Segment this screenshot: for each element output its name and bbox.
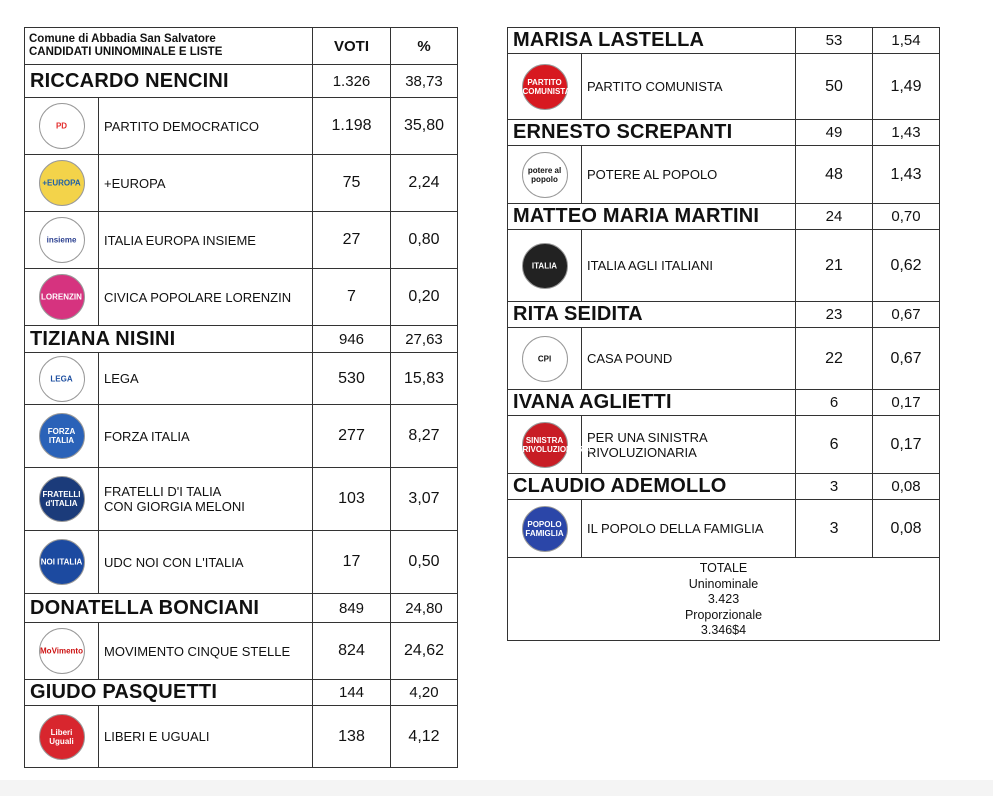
list-row-fratelli-d-i-talia-con-giorgia-meloni <box>25 468 458 531</box>
candidate-votes: 24 <box>796 204 873 230</box>
candidate-row-marisa-lastella <box>508 28 940 54</box>
logo-text: PARTITO COMUNISTA <box>522 77 571 96</box>
civica-popolare-lorenzin-logo-icon <box>39 274 85 320</box>
logo-text: insieme <box>46 235 77 245</box>
candidate-votes: 144 <box>313 680 391 706</box>
candidate-name: TIZIANA NISINI <box>25 326 313 353</box>
totals-line5: 3.346$4 <box>700 623 747 637</box>
list-logo-cell <box>25 353 99 405</box>
list-row-partito-democratico <box>25 98 458 155</box>
list-logo-cell <box>25 468 99 531</box>
column-header-pct: % <box>391 28 458 65</box>
logo-text: NOI ITALIA <box>40 557 83 567</box>
list-name: PARTITO DEMOCRATICO <box>99 98 313 155</box>
logo-text: FRATELLI d'ITALIA <box>42 490 81 508</box>
candidate-votes: 53 <box>796 28 873 54</box>
logo-text: SINISTRA RIVOLUZIONARIA <box>522 435 592 454</box>
list-pct: 0,62 <box>873 230 940 302</box>
list-votes: 824 <box>313 623 391 680</box>
candidate-votes: 849 <box>313 594 391 623</box>
header-row <box>25 28 458 65</box>
heading-subtitle: CANDIDATI UNINOMINALE E LISTE <box>29 46 223 58</box>
list-votes: 6 <box>796 416 873 474</box>
list-name: POTERE AL POPOLO <box>582 146 796 204</box>
list-name: PARTITO COMUNISTA <box>582 54 796 120</box>
list-votes: 17 <box>313 531 391 594</box>
candidate-name: CLAUDIO ADEMOLLO <box>508 474 796 500</box>
candidate-votes: 3 <box>796 474 873 500</box>
table-heading <box>25 28 313 65</box>
potere-al-popolo-logo-icon <box>522 152 568 198</box>
list-row-per-una-sinistra-rivoluzionaria <box>508 416 940 474</box>
heading-comune: Comune di Abbadia San Salvatore <box>29 33 216 45</box>
logo-text: POPOLO FAMIGLIA <box>525 519 564 538</box>
list-pct: 0,50 <box>391 531 458 594</box>
list-votes: 75 <box>313 155 391 212</box>
candidate-row-ernesto-screpanti <box>508 120 940 146</box>
candidate-pct: 27,63 <box>391 326 458 353</box>
list-logo-cell <box>508 54 582 120</box>
candidate-row-ivana-aglietti <box>508 390 940 416</box>
candidate-pct: 0,17 <box>873 390 940 416</box>
movimento-cinque-stelle-logo-icon <box>39 628 85 674</box>
totals-line2: Uninominale <box>688 576 759 591</box>
list-name: MOVIMENTO CINQUE STELLE <box>99 623 313 680</box>
candidate-name: DONATELLA BONCIANI <box>25 594 313 623</box>
list-pct: 8,27 <box>391 405 458 468</box>
list-votes: 3 <box>796 500 873 558</box>
italia-europa-insieme-logo-icon <box>39 217 85 263</box>
liberi-e-uguali-logo-icon <box>39 714 85 760</box>
partito-democratico-logo-icon <box>39 103 85 149</box>
list-row-italia-europa-insieme <box>25 212 458 269</box>
candidate-votes: 946 <box>313 326 391 353</box>
forza-italia-logo-icon <box>39 413 85 459</box>
list-row-civica-popolare-lorenzin <box>25 269 458 326</box>
list-row-italia-agli-italiani <box>508 230 940 302</box>
candidate-votes: 6 <box>796 390 873 416</box>
list-votes: 277 <box>313 405 391 468</box>
list-name: LIBERI E UGUALI <box>99 706 313 768</box>
list-pct: 1,49 <box>873 54 940 120</box>
candidate-row-tiziana-nisini <box>25 326 458 353</box>
candidate-row-matteo-maria-martini <box>508 204 940 230</box>
candidate-name: IVANA AGLIETTI <box>508 390 796 416</box>
list-logo-cell <box>508 500 582 558</box>
list-row-partito-comunista <box>508 54 940 120</box>
list-pct: 24,62 <box>391 623 458 680</box>
per-una-sinistra-rivoluzionaria-logo-icon <box>522 422 592 468</box>
list-votes: 138 <box>313 706 391 768</box>
list-row-movimento-cinque-stelle <box>25 623 458 680</box>
logo-text: LORENZIN <box>41 292 82 302</box>
list-row-potere-al-popolo <box>508 146 940 204</box>
list-votes: 103 <box>313 468 391 531</box>
logo-text: CPI <box>537 354 552 363</box>
candidate-row-rita-seidita <box>508 302 940 328</box>
list-logo-cell <box>25 155 99 212</box>
list-name: FORZA ITALIA <box>99 405 313 468</box>
right-results-table <box>507 27 940 641</box>
candidate-pct: 24,80 <box>391 594 458 623</box>
list-pct: 0,17 <box>873 416 940 474</box>
list-logo-cell <box>25 212 99 269</box>
candidate-pct: 4,20 <box>391 680 458 706</box>
udc-noi-con-l-italia-logo-icon <box>39 539 85 585</box>
list-row-il-popolo-della-famiglia <box>508 500 940 558</box>
list-logo-cell <box>25 706 99 768</box>
candidate-name: ERNESTO SCREPANTI <box>508 120 796 146</box>
list-pct: 2,24 <box>391 155 458 212</box>
list-row-lega <box>25 353 458 405</box>
list-name: CIVICA POPOLARE LORENZIN <box>99 269 313 326</box>
candidate-row-riccardo-nencini <box>25 65 458 98</box>
list-pct: 4,12 <box>391 706 458 768</box>
partito-comunista-logo-icon <box>522 64 571 110</box>
list-pct: 0,08 <box>873 500 940 558</box>
list-votes: 50 <box>796 54 873 120</box>
list-logo-cell <box>508 230 582 302</box>
logo-text: +EUROPA <box>42 178 81 188</box>
list-logo-cell <box>508 146 582 204</box>
candidate-pct: 0,70 <box>873 204 940 230</box>
list-row-europa <box>25 155 458 212</box>
list-votes: 27 <box>313 212 391 269</box>
candidate-votes: 1.326 <box>313 65 391 98</box>
list-votes: 7 <box>313 269 391 326</box>
candidate-pct: 0,08 <box>873 474 940 500</box>
list-logo-cell <box>25 269 99 326</box>
list-pct: 0,80 <box>391 212 458 269</box>
logo-text: Liberi Uguali <box>49 727 74 746</box>
logo-text: PD <box>55 121 68 131</box>
list-pct: 0,20 <box>391 269 458 326</box>
list-pct: 15,83 <box>391 353 458 405</box>
list-logo-cell <box>508 328 582 390</box>
list-logo-cell <box>508 416 592 474</box>
logo-text: ITALIA <box>531 261 558 270</box>
list-pct: 0,67 <box>873 328 940 390</box>
list-name: FRATELLI D'I TALIA CON GIORGIA MELONI <box>99 468 313 531</box>
candidate-votes: 23 <box>796 302 873 328</box>
candidate-name: MATTEO MARIA MARTINI <box>508 204 796 230</box>
candidate-row-donatella-bonciani <box>25 594 458 623</box>
candidate-votes: 49 <box>796 120 873 146</box>
totals-line1: TOTALE <box>699 561 748 575</box>
column-header-voti: VOTI <box>313 28 391 65</box>
logo-text: potere al popolo <box>527 165 562 184</box>
totals-cell <box>508 558 940 641</box>
left-results-table <box>24 27 458 768</box>
list-votes: 1.198 <box>313 98 391 155</box>
list-logo-cell <box>25 623 99 680</box>
list-votes: 21 <box>796 230 873 302</box>
list-row-forza-italia <box>25 405 458 468</box>
list-logo-cell <box>25 98 99 155</box>
list-votes: 530 <box>313 353 391 405</box>
list-row-liberi-e-uguali <box>25 706 458 768</box>
candidate-pct: 38,73 <box>391 65 458 98</box>
list-name: ITALIA EUROPA INSIEME <box>99 212 313 269</box>
europa-logo-icon <box>39 160 85 206</box>
candidate-name: GIUDO PASQUETTI <box>25 680 313 706</box>
list-logo-cell <box>25 531 99 594</box>
candidate-row-giudo-pasquetti <box>25 680 458 706</box>
list-name: CASA POUND <box>582 328 796 390</box>
list-votes: 48 <box>796 146 873 204</box>
candidate-name: RITA SEIDITA <box>508 302 796 328</box>
candidate-pct: 1,54 <box>873 28 940 54</box>
italia-agli-italiani-logo-icon <box>522 243 568 289</box>
candidate-row-claudio-ademollo <box>508 474 940 500</box>
logo-text: LEGA <box>50 374 73 383</box>
list-name: LEGA <box>99 353 313 405</box>
logo-text: FORZA ITALIA <box>47 427 76 445</box>
list-name: ITALIA AGLI ITALIANI <box>582 230 796 302</box>
list-name: PER UNA SINISTRA RIVOLUZIONARIA <box>582 416 796 474</box>
list-logo-cell <box>25 405 99 468</box>
list-pct: 1,43 <box>873 146 940 204</box>
logo-text: MoVimento <box>40 646 83 656</box>
il-popolo-della-famiglia-logo-icon <box>522 506 568 552</box>
list-row-casa-pound <box>508 328 940 390</box>
list-pct: 3,07 <box>391 468 458 531</box>
candidate-name: RICCARDO NENCINI <box>25 65 313 98</box>
candidate-pct: 0,67 <box>873 302 940 328</box>
candidate-pct: 1,43 <box>873 120 940 146</box>
totals-line4: Proporzionale <box>684 607 763 622</box>
list-pct: 35,80 <box>391 98 458 155</box>
fratelli-d-i-talia-con-giorgia-meloni-logo-icon <box>39 476 85 522</box>
totals-line3: 3.423 <box>707 592 740 606</box>
candidate-name: MARISA LASTELLA <box>508 28 796 54</box>
list-name: +EUROPA <box>99 155 313 212</box>
casa-pound-logo-icon <box>522 336 568 382</box>
list-name: IL POPOLO DELLA FAMIGLIA <box>582 500 796 558</box>
list-name: UDC NOI CON L'ITALIA <box>99 531 313 594</box>
lega-logo-icon <box>39 356 85 402</box>
list-votes: 22 <box>796 328 873 390</box>
list-row-udc-noi-con-l-italia <box>25 531 458 594</box>
totals-row <box>508 558 940 641</box>
